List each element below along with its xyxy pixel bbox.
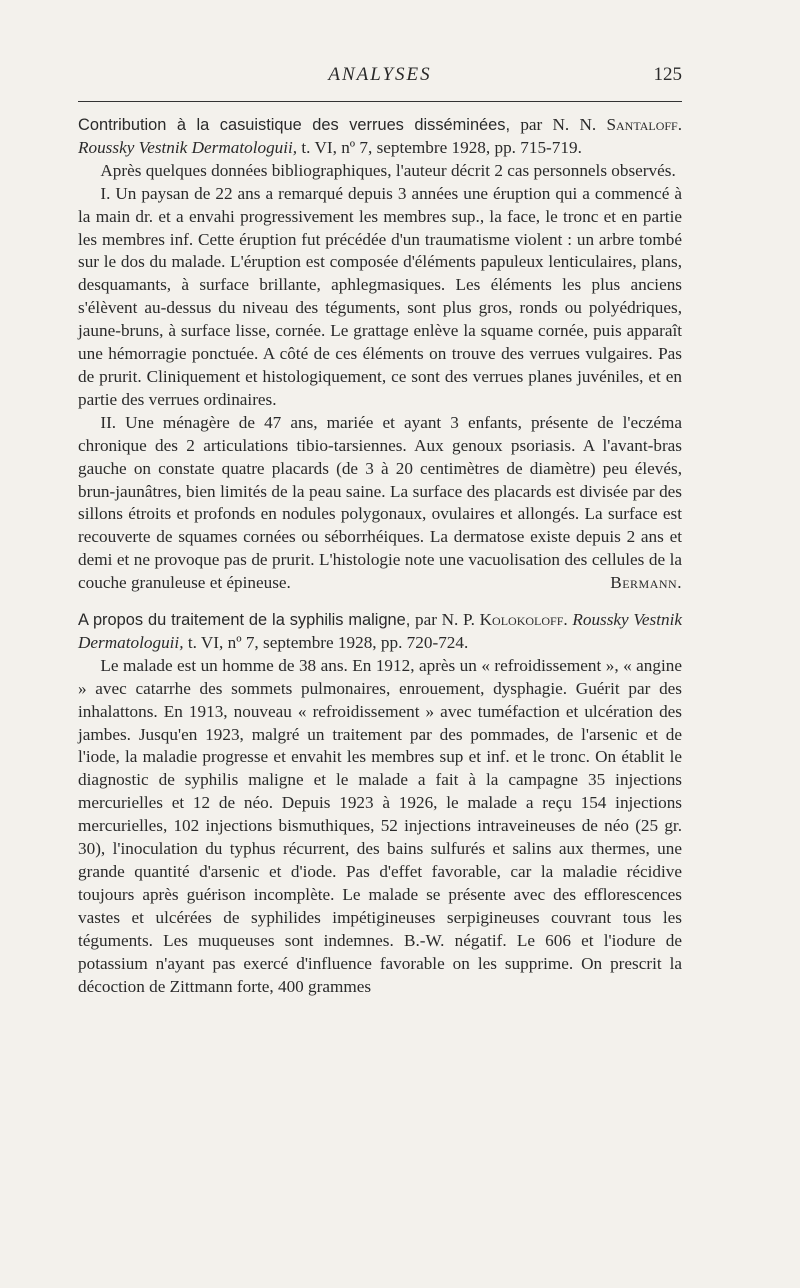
- author-prefix: par N. P.: [415, 610, 475, 630]
- paragraph: Le malade est un homme de 38 ans. En 1912, après un « refroidissement », « angine » avec catarrhe des sommets pulmonaires, enrouement, dysphagie. Guérit par des inhalattons. En 1913, nouveau « refroidissement » avec tuméfaction et ulcération des jambes. Jusqu'en 1923, malgré un traitement par des pommades, de l'arsenic et de l'iode, la maladie progresse et envahit les membres sup et inf. et le tronc. On établit le diagnostic de syphilis maligne et le malade a fait à la campagne 35 injections mercurielles et 12 de néo. Depuis 1923 à 1926, le malade a reçu 154 injections mercurielles, 102 injections bismuthiques, 52 injections intraveineuses de néo (25 gr. 30), l'inoculation du typhus récurrent, des bains sulfurés et salins aux thermes, une grande quantité d'arsenic et d'iode. Pas d'effet favorable, car la maladie récidive toujours après guérison incomplète. Le malade se présente avec des efflorescences vastes et ulcérées de syphilides impétigineuses serpigineuses couvrant tous les téguments. Les muqueuses sont indemnes. B.-W. négatif. Le 606 et l'iodure de potassium n'ayant pas exercé d'influence favorable on les supprime. On prescrit la décoction de Zittmann forte, 400 grammes: [78, 655, 682, 996]
- header-rule: [78, 101, 682, 102]
- paragraph: Après quelques données bibliographiques, l'auteur décrit 2 cas personnels observés.: [100, 160, 676, 180]
- signature: Bermann.: [610, 573, 682, 593]
- running-head: [78, 64, 682, 94]
- paragraph-text: II. Une ménagère de 47 ans, mariée et ayant 3 enfants, présente de l'eczéma chronique des 2 articulations tibio-tarsiennes. Aux genoux psoriasis. A l'avant-bras gauche on constate quatre placards (de 3 à 20 centimètres de diamètre) peu élevés, brun-jaunâtres, bien limités de la peau saine. La surface des placards est divisée par des sillons étroits et profonds en nodules polygonaux, ovulaires et allongés. La surface est recouverte de squames cornées ou séborrhéiques. La dermatose existe depuis 2 ans et demi et ne provoque pas de prurit. L'histologie note une vacuolisation des cellules de la couche granuleuse et épineuse.: [78, 412, 682, 593]
- page-number: 125: [653, 64, 682, 85]
- article-title: A propos du traitement de la syphilis maligne,: [78, 611, 411, 630]
- paragraph: [78, 412, 682, 595]
- article-heading-2: [78, 609, 682, 655]
- citation: t. VI, nº 7, septembre 1928, pp. 720-724.: [187, 632, 469, 652]
- running-title: ANALYSES: [328, 64, 432, 85]
- article-heading-1: [78, 114, 682, 160]
- paragraph: I. Un paysan de 22 ans a remarqué depuis 3 années une éruption qui a commencé à la main dr. et a envahi progressivement les membres sup., la face, le tronc et en partie les membres inf. Cette éruption fut précédée d'un traumatisme violent : un arbre tombé sur le dos du malade. L'éruption est composée d'éléments papuleux lenticulaires, plans, desquamants, à surface brillante, aphlegmasiques. Les éléments les plus anciens s'élèvent au-dessus du niveau des téguments, sont plus gros, ronds ou polyédriques, jaune-bruns, à surface lisse, cornée. Le grattage enlève la squame cornée, puis apparaît une hémorragie ponctuée. A côté de ces éléments on trouve des verrues vulgaires. Pas de prurit. Cliniquement et histologiquement, ce sont des verrues planes juvéniles, et en partie des verrues ordinaires.: [78, 183, 682, 409]
- author-prefix: par N. N.: [520, 115, 597, 134]
- article-santaloff: [78, 114, 682, 595]
- author-name: Santaloff.: [606, 115, 683, 134]
- journal-name: Roussky Vestnik Dermatologuii,: [78, 610, 683, 652]
- journal-name: Roussky Vestnik Dermatologuii,: [78, 137, 298, 157]
- article-kolokoloff: [78, 609, 682, 998]
- page-body: [78, 114, 682, 998]
- author-name: Kolokoloff.: [479, 610, 568, 630]
- article-spacer: [78, 595, 682, 609]
- article-title: Contribution à la casuistique des verrues disséminées,: [78, 116, 511, 134]
- citation: t. VI, nº 7, septembre 1928, pp. 715-719.: [301, 137, 582, 157]
